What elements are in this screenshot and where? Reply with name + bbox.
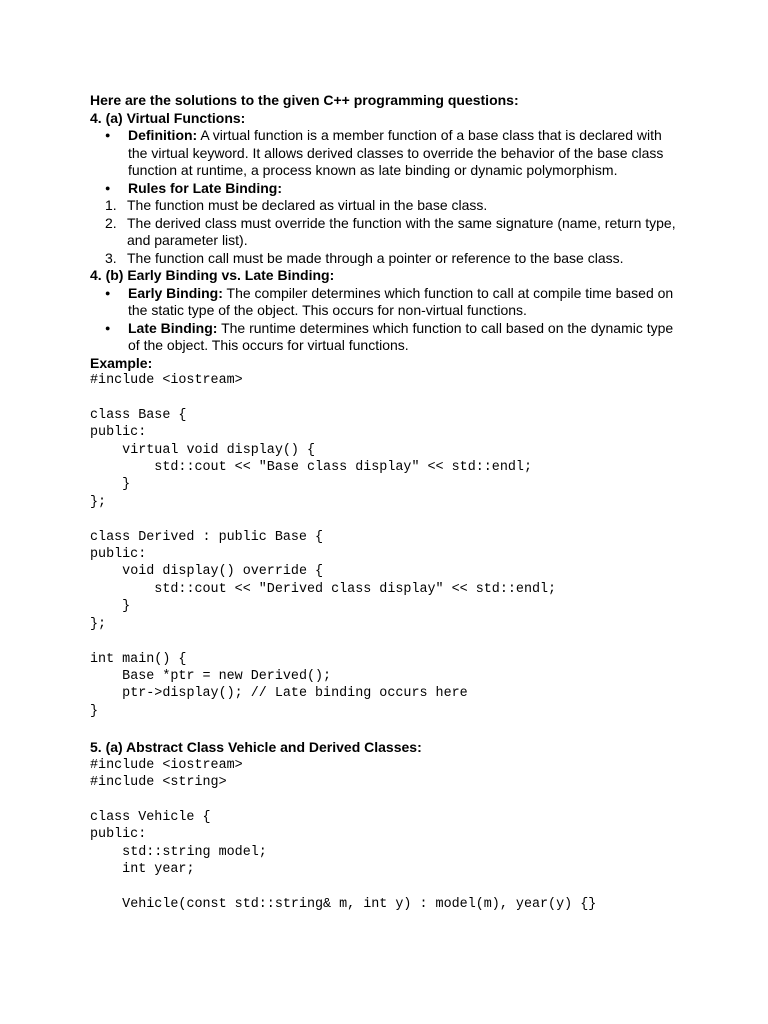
code-line: public: <box>90 547 147 563</box>
late-binding-text: The runtime determines which function to call based on the dynamic type of the object. This occurs for virtual functions. <box>128 319 674 353</box>
rules-list <box>90 197 680 267</box>
early-binding-text: The compiler determines which function to call at compile time based on the static type of the object. This occurs for non-virtual functions. <box>128 284 674 318</box>
document-content <box>90 92 680 913</box>
section-4b-bullets <box>90 285 680 355</box>
code-line: virtual void display() { <box>122 442 316 458</box>
example-label: Example: <box>90 354 153 371</box>
intro-text: Here are the solutions to the given C++ programming questions: <box>90 92 519 108</box>
rule-text: The function call must be made through a pointer or reference to the base class. <box>127 249 624 266</box>
rule-text: The function must be declared as virtual in the base class. <box>127 197 488 213</box>
code-line: Base *ptr = new Derived(); <box>122 668 332 684</box>
code-line: class Derived : public Base { <box>90 529 324 545</box>
code-block-vehicle <box>90 757 680 914</box>
code-line: std::string model; <box>122 844 267 860</box>
section-4a-bullets <box>90 127 680 197</box>
section-4a-heading: 4. (a) Virtual Functions: <box>90 109 246 126</box>
rule-number: 3. <box>105 249 117 266</box>
late-binding-bullet <box>90 320 680 355</box>
rule-item <box>90 197 680 215</box>
rule-text: The derived class must override the function with the same signature (name, return type, and parameter list). <box>127 214 676 248</box>
code-block-example <box>90 372 680 720</box>
rule-number: 2. <box>105 214 117 231</box>
definition-bullet <box>90 127 680 180</box>
definition-label: Definition: <box>128 127 198 143</box>
rule-item <box>90 215 680 250</box>
code-line: int main() { <box>90 651 187 667</box>
rule-number: 1. <box>105 197 117 213</box>
code-line: class Base { <box>90 407 187 423</box>
spacer <box>90 720 680 739</box>
code-line: }; <box>90 494 107 510</box>
code-line: #include <iostream> <box>90 373 243 388</box>
rule-item <box>90 250 680 268</box>
definition-text: A virtual function is a member function of a base class that is declared with the virtual keyword. It allows derived classes to override the behavior of the base class function at runtime, a process known as late binding or dynamic polymorphism. <box>128 127 664 178</box>
code-line: }; <box>90 616 107 632</box>
code-line: #include <string> <box>90 775 227 791</box>
code-line: std::cout << "Derived class display" << std::endl; <box>154 581 557 597</box>
early-binding-bullet <box>90 285 680 320</box>
code-line: } <box>90 703 99 719</box>
late-binding-label: Late Binding: <box>128 319 218 336</box>
code-line: #include <iostream> <box>90 757 243 773</box>
early-binding-label: Early Binding: <box>128 284 223 301</box>
code-line: } <box>122 599 131 615</box>
code-line: int year; <box>122 862 195 878</box>
section-4b-heading: 4. (b) Early Binding vs. Late Binding: <box>90 267 335 283</box>
rules-label: Rules for Late Binding: <box>128 179 282 196</box>
code-line: class Vehicle { <box>90 809 211 825</box>
code-line: void display() override { <box>122 564 324 580</box>
section-5a-heading: 5. (a) Abstract Class Vehicle and Derived Classes: <box>90 739 422 756</box>
rules-bullet <box>90 180 680 198</box>
code-line: } <box>122 477 131 493</box>
code-line: std::cout << "Base class display" << std::endl; <box>154 460 532 476</box>
code-line: ptr->display(); // Late binding occurs here <box>122 686 468 702</box>
code-line: Vehicle(const std::string& m, int y) : model(m), year(y) {} <box>90 896 597 912</box>
code-line: public: <box>90 425 147 441</box>
code-line: public: <box>90 827 147 843</box>
